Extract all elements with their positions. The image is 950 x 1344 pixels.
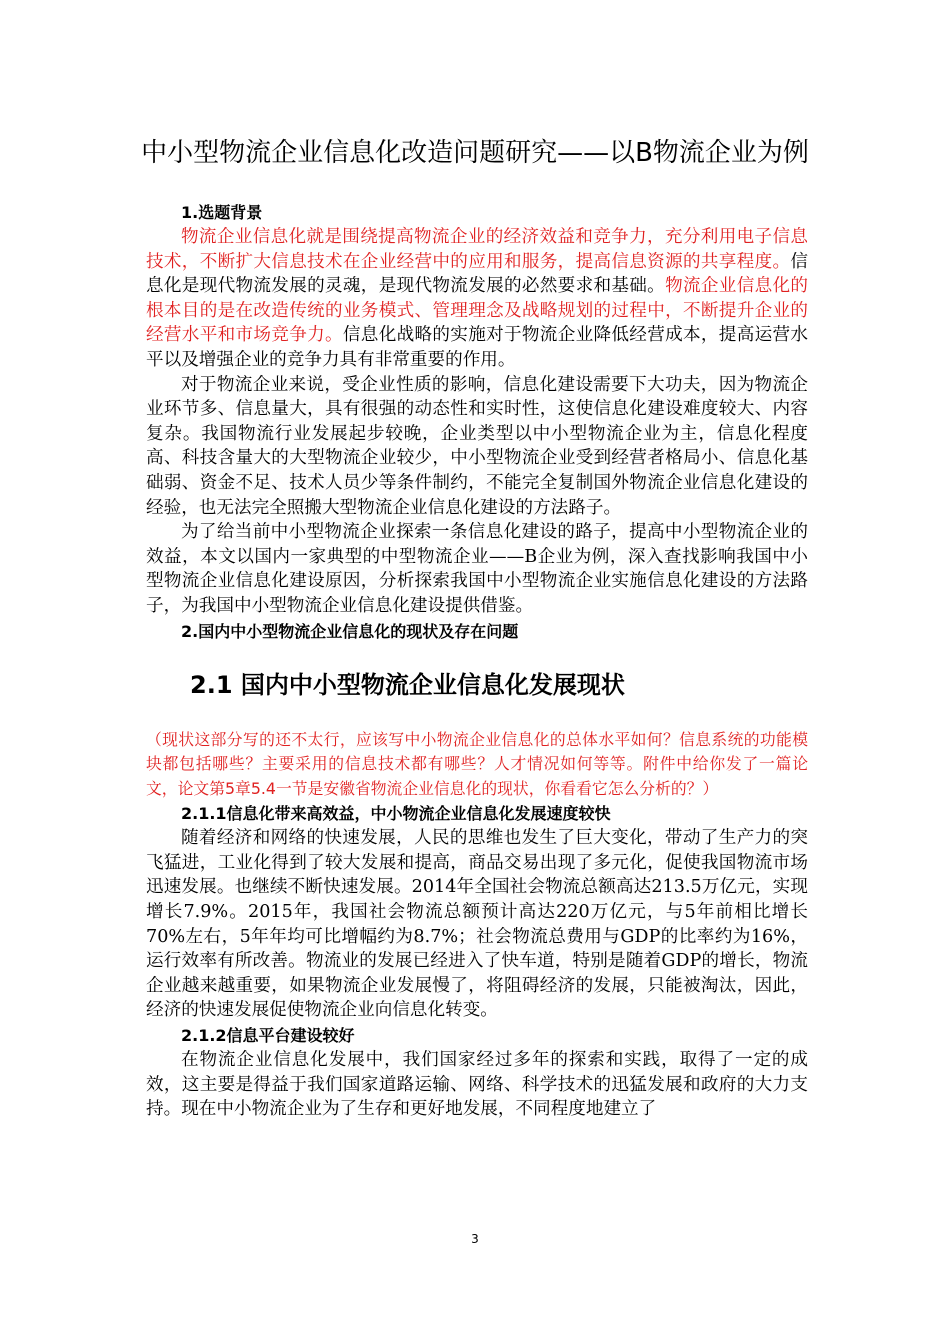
reviewer-note: （现状这部分写的还不太行，应该写中小物流企业信息化的总体水平如何？信息系统的功能模块都包括哪些？主要采用的信息技术都有哪些？人才情况如何等等。附件中给你发了一篇论文，论文第5章5.4一节是安徽省物流企业信息化的现状，你看看它怎么分析的？） — [146, 729, 808, 798]
document-title: 中小型物流企业信息化改造问题研究——以B物流企业为例 — [141, 138, 809, 168]
body-text: 信息化是现代物流发展的灵魂，是现代物流发展的必然要求和基础。 — [146, 251, 808, 297]
section-heading-1: 1.选题背景 — [181, 203, 263, 222]
body-text: 信息化战略的实施对于物流企业降低经营成本，提高运营水平以及增强企业的竞争力具有非常重要的作用。 — [146, 325, 808, 370]
highlighted-text: 物流企业信息化就是围绕提高物流企业的经济效益和竞争力，充分利用电子信息技术，不断扩大信息技术在企业经营中的应用和服务，提高信息资源的共享程度。 — [146, 227, 808, 272]
document-body — [146, 200, 808, 1122]
section-heading-2: 2.国内中小型物流企业信息化的现状及存在问题 — [181, 621, 519, 641]
paragraph: 对于物流企业来说，受企业性质的影响，信息化建设需要下大功夫，因为物流企业环节多、信息量大，具有很强的动态性和实时性，这使信息化建设难度较大、内容复杂。我国物流行业发展起步较晚，企业类型以中小型物流企业为主，信息化程度高、科技含量大的大型物流企业较少，中小型物流企业受到经营者格局小、信息化基础弱、资金不足、技术人员少等条件制约，不能完全复制国外物流企业信息化建设的经验，也无法完全照搬大型物流企业信息化建设的方法路子。 — [146, 374, 808, 518]
paragraph: 在物流企业信息化发展中，我们国家经过多年的探索和实践，取得了一定的成效，这主要是得益于我们国家道路运输、网络、科学技术的迅猛发展和政府的大力支持。现在中小物流企业为了生存和更好地发展，不同程度地建立了 — [146, 1050, 808, 1120]
paragraph: 为了给当前中小型物流企业探索一条信息化建设的路子，提高中小型物流企业的效益，本文以国内一家典型的中型物流企业——B企业为例，深入查找影响我国中小型物流企业信息化建设原因，分析探索我国中小型物流企业实施信息化建设的方法路子，为我国中小型物流企业信息化建设提供借鉴。 — [146, 522, 808, 616]
paragraph-background — [146, 225, 808, 373]
section-heading-2-1: 2.1 国内中小型物流企业信息化发展现状 — [190, 670, 625, 699]
section-heading-2-1-1: 2.1.1信息化带来高效益，中小物流企业信息化发展速度较快 — [181, 804, 611, 824]
page-number: 3 — [471, 1232, 479, 1246]
highlighted-text: 物流企业信息化的根本目的是在改造传统的业务模式、管理理念及战略规划的过程中，不断提升企业的经营水平和市场竞争力。 — [146, 276, 808, 346]
paragraph: 随着经济和网络的快速发展，人民的思维也发生了巨大变化，带动了生产力的突飞猛进，工业化得到了较大发展和提高，商品交易出现了多元化，促使我国物流市场迅速发展。也继续不断快速发展。2014年全国社会物流总额高达213.5万亿元，实现增长7.9%。2015年，我国社会物流总额预计高达220万亿元，与5年前相比增长70%左右，5年年均可比增幅约为8.7%；社会物流总费用与GDP的比率约为16%，运行效率有所改善。物流业的发展已经进入了快车道，特别是随着GDP的增长，物流企业越来越重要，如果物流企业发展慢了，将阻碍经济的发展，只能被淘汰，因此，经济的快速发展促使物流企业向信息化转变。 — [146, 828, 808, 1021]
section-heading-2-1-2: 2.1.2信息平台建设较好 — [181, 1026, 355, 1046]
